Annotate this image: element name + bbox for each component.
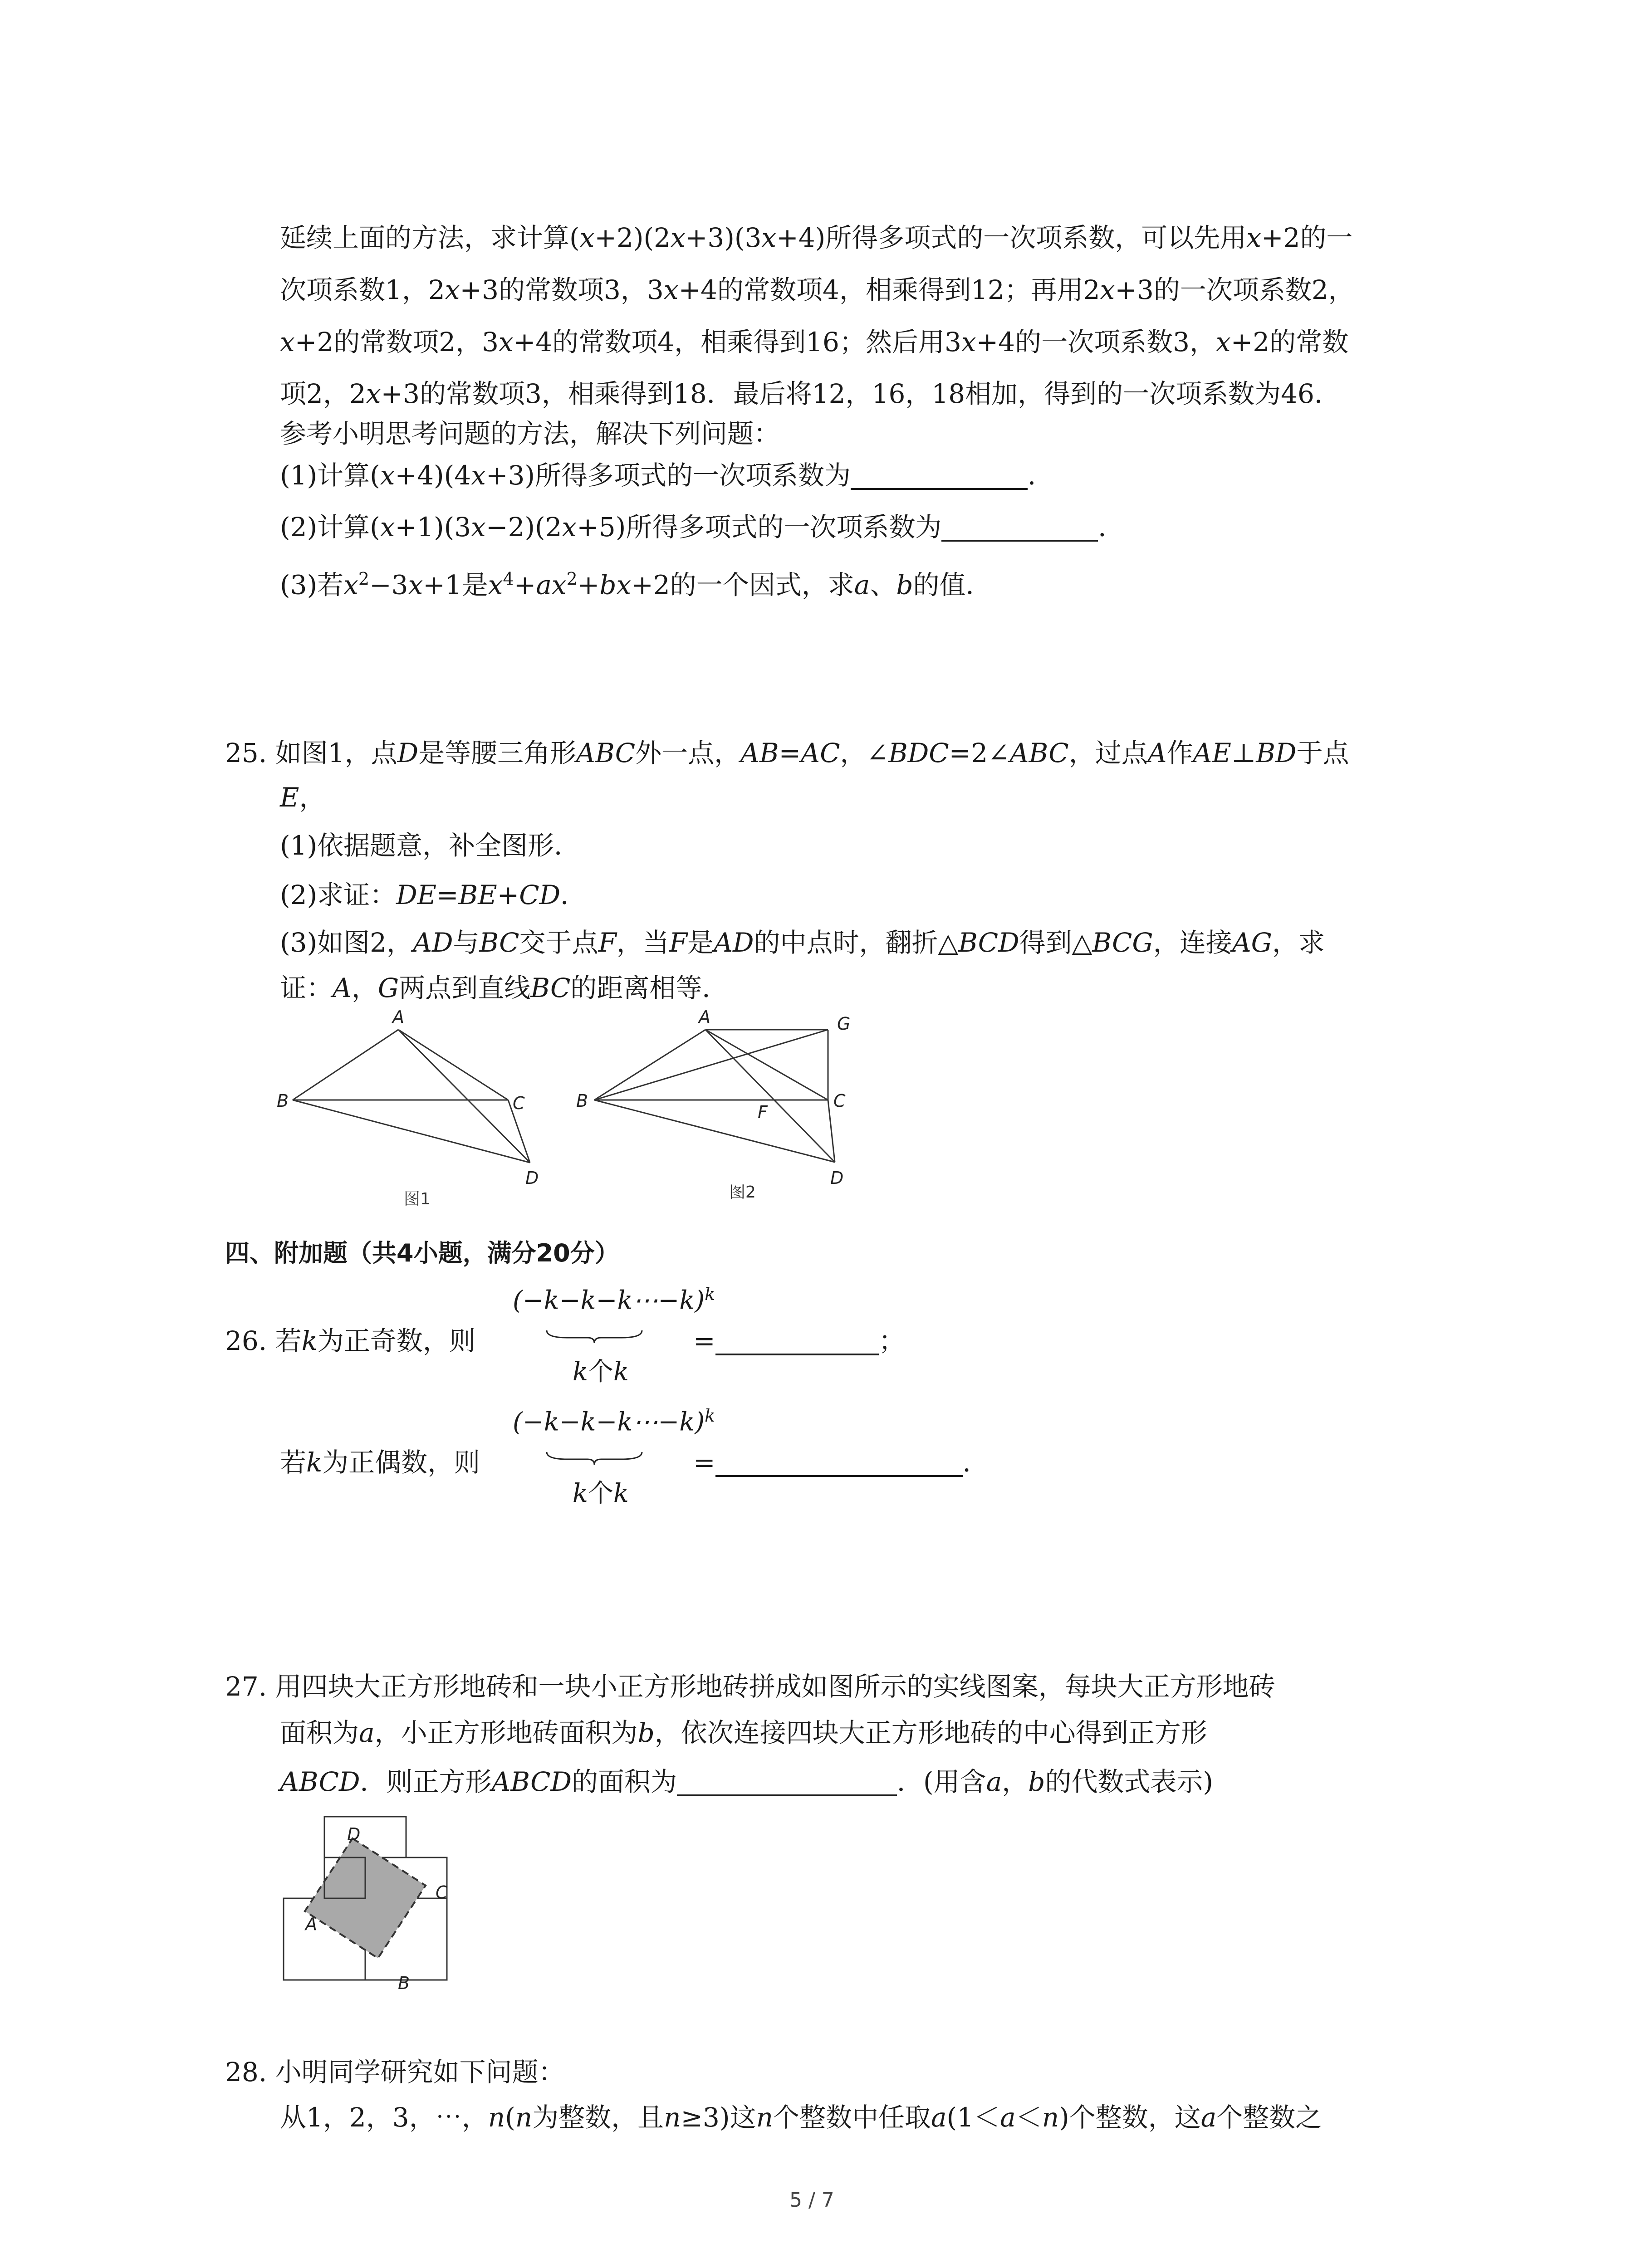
fig1-segment-ac <box>398 1030 508 1100</box>
problem-26-under-2: k个k <box>573 1479 629 1508</box>
fig27-label-c: C <box>436 1882 448 1902</box>
fig2-caption: 图2 <box>729 1183 756 1202</box>
problem-25-line-2: E， <box>280 782 326 813</box>
problem-25-sub-1: (1)依据题意，补全图形． <box>280 830 581 861</box>
fig2-label-g: G <box>837 1014 851 1034</box>
problem-28-line-2: 从1，2，3，⋯，n(n为整数，且n≥3)这n个整数中任取a(1＜a＜n)个整数，这a个整数之 <box>280 2102 1322 2133</box>
fig1-segment-bd <box>293 1100 530 1163</box>
problem-26-expr-2: (−k−k−k⋯−k)$^k$ <box>513 1406 715 1437</box>
intro-line-5: 参考小明思考问题的方法，解决下列问题： <box>280 418 780 449</box>
fig27-label-b: B <box>398 1973 410 1993</box>
problem-28-line-1: 28. 小明同学研究如下问题： <box>225 2057 565 2087</box>
problem-25-sub-3-cont: 证：A，G两点到直线BC的距离相等． <box>280 973 729 1003</box>
fig2-label-c: C <box>833 1091 846 1111</box>
fig1-segment-ad <box>398 1030 530 1163</box>
answer-blank-27[interactable] <box>677 1767 897 1796</box>
figure-27 <box>279 1812 492 2016</box>
question-3: (3)若$x^2-3x+1$是$x^4+ax^2+bx+2$的一个因式，求a、b的值． <box>280 569 992 601</box>
problem-26-line-2: 若k为正偶数，则 <box>280 1447 480 1478</box>
page-number: 5 / 7 <box>789 2189 834 2212</box>
fig1-caption: 图1 <box>404 1190 431 1208</box>
fig1-label-b: B <box>277 1091 289 1111</box>
fig1-label-d: D <box>525 1168 539 1188</box>
fig2-label-f: F <box>758 1102 768 1122</box>
intro-line-3: x+2的常数项2，3x+4的常数项4，相乘得到16；然后用3x+4的一次项系数3，x+2的常数 <box>280 327 1349 357</box>
problem-27-line-2: 面积为a，小正方形地砖面积为b，依次连接四块大正方形地砖的中心得到正方形 <box>280 1717 1207 1748</box>
problem-27-line-1: 27. 用四块大正方形地砖和一块小正方形地砖拼成如图所示的实线图案，每块大正方形地砖 <box>225 1671 1275 1702</box>
fig1-label-c: C <box>513 1093 525 1113</box>
intro-line-4: 项2，2x+3的常数项3，相乘得到18．最后将12，16，18相加，得到的一次项系数为46． <box>280 378 1341 409</box>
problem-26-answer-2: = ． <box>693 1447 989 1478</box>
intro-line-1: 延续上面的方法，求计算(x+2)(2x+3)(3x+4)所得多项式的一次项系数，可以先用x+2的一 <box>280 222 1353 253</box>
question-1: (1)计算(x+4)(4x+3)所得多项式的一次项系数为 ． <box>280 460 1054 491</box>
fig2-label-a: A <box>699 1007 710 1027</box>
underbrace-1 <box>544 1327 644 1345</box>
problem-25-sub-3: (3)如图2，AD与BC交于点F，当F是AD的中点时，翻折△BCD得到△BCG，连接AG，求 <box>280 927 1325 958</box>
underbrace-2 <box>544 1448 644 1466</box>
question-2: (2)计算(x+1)(3x−2)(2x+5)所得多项式的一次项系数为 ． <box>280 512 1125 543</box>
fig27-label-d: D <box>347 1824 361 1844</box>
fig1-label-a: A <box>392 1007 404 1027</box>
fig2-segment-bg <box>594 1030 828 1100</box>
problem-26-under-1: k个k <box>573 1357 629 1387</box>
problem-25-line-1: 25. 如图1，点D是等腰三角形ABC外一点，AB=AC，∠BDC=2∠ABC，过点A作AE⊥BD于点 <box>225 738 1349 768</box>
fig2-label-b: B <box>576 1091 588 1111</box>
fig2-segment-ac <box>705 1030 828 1100</box>
fig2-segment-ab <box>594 1030 705 1100</box>
figure-2 <box>569 1002 887 1216</box>
fig1-segment-ab <box>293 1030 398 1100</box>
problem-26-answer-1: = ； <box>693 1325 905 1356</box>
fig2-label-d: D <box>830 1168 844 1188</box>
problem-26-line-1: 26. 若k为正奇数，则 <box>225 1325 475 1356</box>
answer-blank-2[interactable] <box>941 513 1098 542</box>
fig2-segment-bd <box>594 1100 835 1162</box>
answer-blank-26b[interactable] <box>715 1448 963 1477</box>
problem-25-sub-2: (2)求证：DE=BE+CD． <box>280 880 587 910</box>
intro-line-2: 次项系数1，2x+3的常数项3，3x+4的常数项4，相乘得到12；再用2x+3的一次项系数2， <box>280 274 1355 305</box>
problem-26-expr-1: (−k−k−k⋯−k)$^k$ <box>513 1284 715 1315</box>
section-4-title: 四、附加题（共4小题，满分20分） <box>225 1239 619 1267</box>
figure-1 <box>268 1005 549 1213</box>
problem-27-line-3: ABCD．则正方形ABCD的面积为 ．(用含a，b的代数式表示) <box>280 1766 1213 1797</box>
fig27-label-a: A <box>305 1914 317 1934</box>
answer-blank-26a[interactable] <box>715 1326 879 1355</box>
answer-blank-1[interactable] <box>851 461 1028 490</box>
fig2-segment-ad <box>705 1030 835 1162</box>
